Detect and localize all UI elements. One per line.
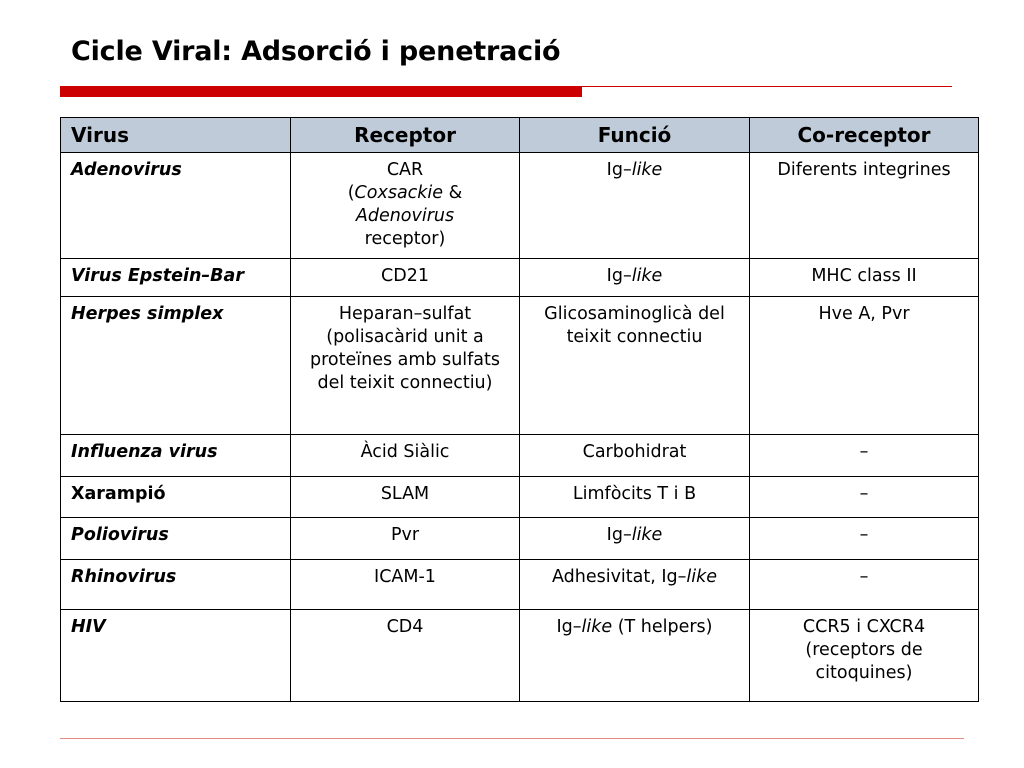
cell-funcio: Carbohidrat	[520, 435, 750, 477]
cell-virus: Xarampió	[61, 477, 291, 518]
cell-funcio: Ig–like (T helpers)	[520, 610, 750, 702]
title-accent-bar	[60, 86, 582, 97]
cell-receptor: Pvr	[291, 518, 520, 560]
table-row	[61, 297, 979, 435]
cell-coreceptor: –	[750, 518, 979, 560]
cell-coreceptor: Diferents integrines	[750, 153, 979, 259]
table-row	[61, 610, 979, 702]
table-row	[61, 259, 979, 297]
cell-coreceptor: MHC class II	[750, 259, 979, 297]
table-row	[61, 435, 979, 477]
cell-funcio: Adhesivitat, Ig–like	[520, 560, 750, 610]
cell-coreceptor: CCR5 i CXCR4 (receptors de citoquines)	[750, 610, 979, 702]
cell-virus: Poliovirus	[61, 518, 291, 560]
header-coreceptor: Co-receptor	[750, 118, 979, 153]
cell-funcio: Ig–like	[520, 259, 750, 297]
cell-receptor: ICAM-1	[291, 560, 520, 610]
header-funcio: Funció	[520, 118, 750, 153]
table-row	[61, 560, 979, 610]
cell-funcio: Ig–like	[520, 153, 750, 259]
cell-virus: Herpes simplex	[61, 297, 291, 435]
cell-coreceptor: –	[750, 477, 979, 518]
cell-funcio: Limfòcits T i B	[520, 477, 750, 518]
cell-virus: Influenza virus	[61, 435, 291, 477]
cell-virus: HIV	[61, 610, 291, 702]
cell-receptor: SLAM	[291, 477, 520, 518]
cell-virus: Adenovirus	[61, 153, 291, 259]
header-virus: Virus	[61, 118, 291, 153]
title-accent-line	[582, 86, 952, 87]
virus-receptor-table	[60, 117, 979, 702]
cell-coreceptor: –	[750, 560, 979, 610]
cell-receptor: CAR (Coxsackie & Adenovirus receptor)	[291, 153, 520, 259]
table-row	[61, 518, 979, 560]
cell-funcio: Glicosaminoglicà del teixit connectiu	[520, 297, 750, 435]
cell-receptor: Àcid Siàlic	[291, 435, 520, 477]
cell-virus: Virus Epstein–Bar	[61, 259, 291, 297]
slide-title: Cicle Viral: Adsorció i penetració	[71, 36, 561, 67]
cell-receptor: CD4	[291, 610, 520, 702]
table-row	[61, 153, 979, 259]
cell-receptor: Heparan–sulfat (polisacàrid unit a proteïnes amb sulfats del teixit connectiu)	[291, 297, 520, 435]
header-receptor: Receptor	[291, 118, 520, 153]
cell-funcio: Ig–like	[520, 518, 750, 560]
cell-virus: Rhinovirus	[61, 560, 291, 610]
cell-coreceptor: –	[750, 435, 979, 477]
table-header-row	[61, 118, 979, 153]
footer-divider	[60, 738, 964, 739]
cell-receptor: CD21	[291, 259, 520, 297]
cell-coreceptor: Hve A, Pvr	[750, 297, 979, 435]
table-row	[61, 477, 979, 518]
